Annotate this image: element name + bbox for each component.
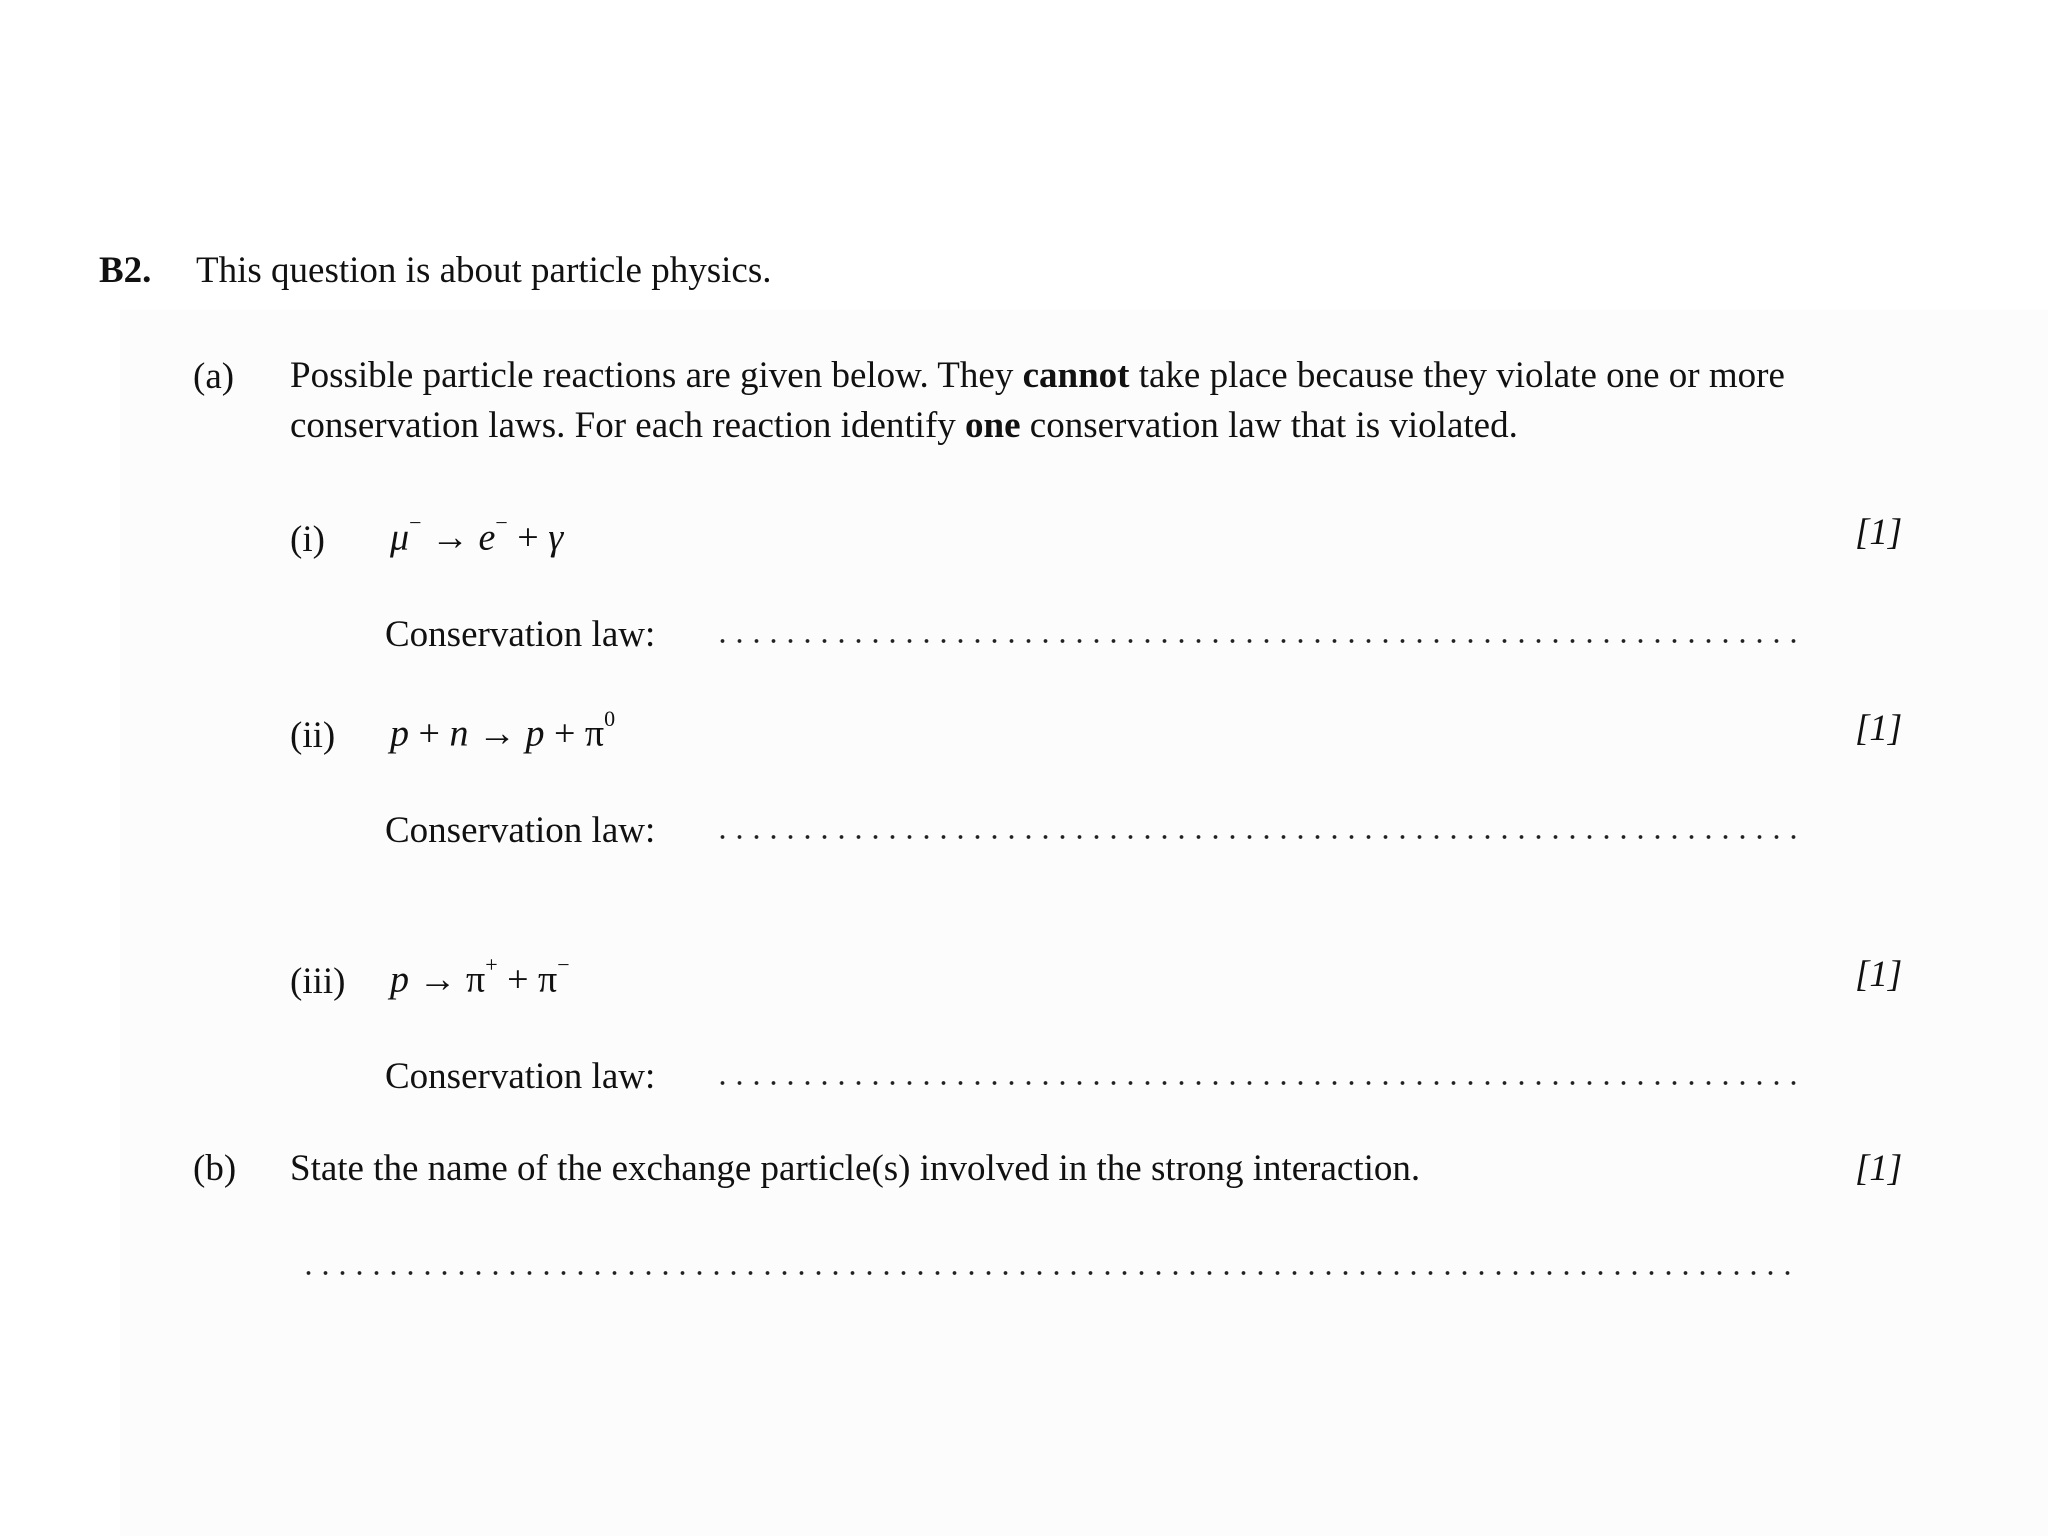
part-b-label: (b): [193, 1148, 237, 1189]
part-b-answer-line[interactable]: [300, 1270, 1800, 1276]
item-ii-answer-line[interactable]: [714, 834, 1799, 840]
emphasis-cannot: cannot: [1022, 355, 1130, 396]
item-iii-answer-label: Conservation law:: [385, 1056, 656, 1097]
part-a-instructions: Possible particle reactions are given below. They cannot take place because they violate one or more conservation laws. For each reaction identify one conservation law that is violated.: [290, 355, 1785, 446]
item-iii-marks: [1]: [1855, 954, 1903, 995]
item-iii-label: (iii): [290, 961, 346, 1002]
question-number: B2.: [99, 250, 152, 291]
part-a-label: (a): [193, 356, 235, 397]
item-ii-label: (ii): [290, 715, 336, 756]
question-intro: This question is about particle physics.: [196, 250, 772, 291]
item-i-answer-line[interactable]: [714, 638, 1799, 644]
reaction-i-equation: μ− → e− + γ: [390, 510, 564, 559]
part-b-question: State the name of the exchange particle(s) involved in the strong interaction.: [290, 1148, 1421, 1189]
item-i-answer-label: Conservation law:: [385, 614, 656, 655]
reaction-iii-equation: p → π+ + π−: [390, 952, 570, 1001]
reaction-ii-equation: $p + n \to p + \pi^0$: [390, 706, 616, 755]
item-i-marks: [1]: [1855, 512, 1903, 553]
item-ii-marks: [1]: [1855, 708, 1903, 749]
item-iii-answer-line[interactable]: [714, 1080, 1799, 1086]
item-i-label: (i): [290, 519, 325, 560]
item-ii-answer-label: Conservation law:: [385, 810, 656, 851]
part-b-marks: [1]: [1855, 1148, 1903, 1189]
emphasis-one: one: [965, 405, 1021, 446]
page-shade: [120, 310, 2048, 1536]
